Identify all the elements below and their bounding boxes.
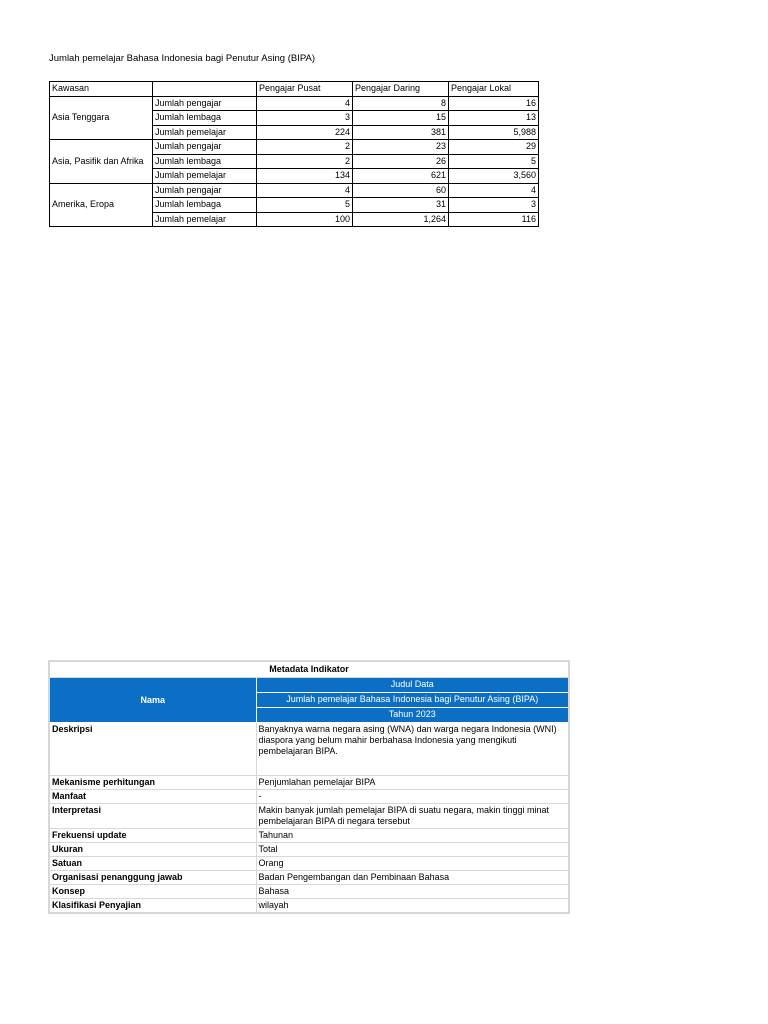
value-daring: 381: [353, 125, 449, 140]
value-pusat: 5: [257, 198, 353, 213]
region-cell: Amerika, Eropa: [50, 183, 153, 227]
metadata-key: Satuan: [49, 857, 256, 871]
value-daring: 1,264: [353, 212, 449, 227]
value-daring: 23: [353, 140, 449, 155]
value-pusat: 4: [257, 183, 353, 198]
metadata-value: Makin banyak jumlah pemelajar BIPA di suatu negara, makin tinggi minat pembelajaran BIPA di negara tersebut: [256, 804, 569, 829]
metadata-row: [49, 776, 569, 790]
metadata-table: [48, 660, 570, 914]
value-daring: 31: [353, 198, 449, 213]
table-row: [50, 140, 539, 155]
metadata-value: Badan Pengembangan dan Pembinaan Bahasa: [256, 871, 569, 885]
value-pusat: 224: [257, 125, 353, 140]
metadata-row: [49, 871, 569, 885]
value-daring: 60: [353, 183, 449, 198]
metadata-row: [49, 885, 569, 899]
metadata-value: Orang: [256, 857, 569, 871]
metadata-value: Tahunan: [256, 829, 569, 843]
metadata-row: [49, 899, 569, 914]
row-label: Jumlah pengajar: [153, 183, 257, 198]
table-title: Jumlah pemelajar Bahasa Indonesia bagi Penutur Asing (BIPA): [49, 53, 315, 64]
value-lokal: 5,988: [449, 125, 539, 140]
row-label: Jumlah pemelajar: [153, 169, 257, 184]
metadata-row: [49, 790, 569, 804]
row-label: Jumlah pemelajar: [153, 125, 257, 140]
metadata-value: Bahasa: [256, 885, 569, 899]
judul-data-label: Judul Data: [256, 678, 569, 693]
value-daring: 15: [353, 111, 449, 126]
metadata-value: Penjumlahan pemelajar BIPA: [256, 776, 569, 790]
row-label: Jumlah lembaga: [153, 198, 257, 213]
metadata-key: Klasifikasi Penyajian: [49, 899, 256, 914]
value-pusat: 2: [257, 140, 353, 155]
region-cell: Asia Tenggara: [50, 96, 153, 140]
value-daring: 26: [353, 154, 449, 169]
table-row: [50, 96, 539, 111]
table-header-row: [50, 82, 539, 97]
metadata-row: [49, 857, 569, 871]
value-pusat: 100: [257, 212, 353, 227]
header-blank: [153, 82, 257, 97]
metadata-row: [49, 829, 569, 843]
value-pusat: 134: [257, 169, 353, 184]
value-lokal: 3: [449, 198, 539, 213]
table-row: [50, 183, 539, 198]
value-lokal: 13: [449, 111, 539, 126]
metadata-value: Total: [256, 843, 569, 857]
row-label: Jumlah pemelajar: [153, 212, 257, 227]
value-lokal: 29: [449, 140, 539, 155]
value-lokal: 16: [449, 96, 539, 111]
header-kawasan: Kawasan: [50, 82, 153, 97]
row-label: Jumlah lembaga: [153, 154, 257, 169]
row-label: Jumlah pengajar: [153, 96, 257, 111]
tahun-label: Tahun 2023: [256, 708, 569, 723]
header-pengajar-pusat: Pengajar Pusat: [257, 82, 353, 97]
row-label: Jumlah lembaga: [153, 111, 257, 126]
header-pengajar-daring: Pengajar Daring: [353, 82, 449, 97]
metadata-row: [49, 804, 569, 829]
metadata-key: Konsep: [49, 885, 256, 899]
value-lokal: 4: [449, 183, 539, 198]
row-label: Jumlah pengajar: [153, 140, 257, 155]
nama-label: Nama: [49, 678, 256, 723]
value-lokal: 116: [449, 212, 539, 227]
metadata-key: Organisasi penanggung jawab: [49, 871, 256, 885]
value-daring: 8: [353, 96, 449, 111]
metadata-heading: Metadata Indikator: [49, 661, 569, 678]
metadata-row: [49, 843, 569, 857]
value-pusat: 4: [257, 96, 353, 111]
value-daring: 621: [353, 169, 449, 184]
value-pusat: 3: [257, 111, 353, 126]
value-pusat: 2: [257, 154, 353, 169]
judul-data-value: Jumlah pemelajar Bahasa Indonesia bagi Penutur Asing (BIPA): [256, 693, 569, 708]
region-cell: Asia, Pasifik dan Afrika: [50, 140, 153, 184]
metadata-key: Deskripsi: [49, 723, 256, 776]
value-lokal: 3,560: [449, 169, 539, 184]
value-lokal: 5: [449, 154, 539, 169]
bipa-table: [49, 81, 539, 227]
metadata-key: Mekanisme perhitungan: [49, 776, 256, 790]
header-pengajar-lokal: Pengajar Lokal: [449, 82, 539, 97]
metadata-key: Ukuran: [49, 843, 256, 857]
metadata-value: Banyaknya warna negara asing (WNA) dan warga negara Indonesia (WNI) diaspora yang belum mahir berbahasa Indonesia yang mengikuti pembelajaran BIPA.: [256, 723, 569, 776]
metadata-value: -: [256, 790, 569, 804]
metadata-row: [49, 723, 569, 776]
metadata-value: wilayah: [256, 899, 569, 914]
metadata-key: Manfaat: [49, 790, 256, 804]
metadata-key: Interpretasi: [49, 804, 256, 829]
metadata-key: Frekuensi update: [49, 829, 256, 843]
